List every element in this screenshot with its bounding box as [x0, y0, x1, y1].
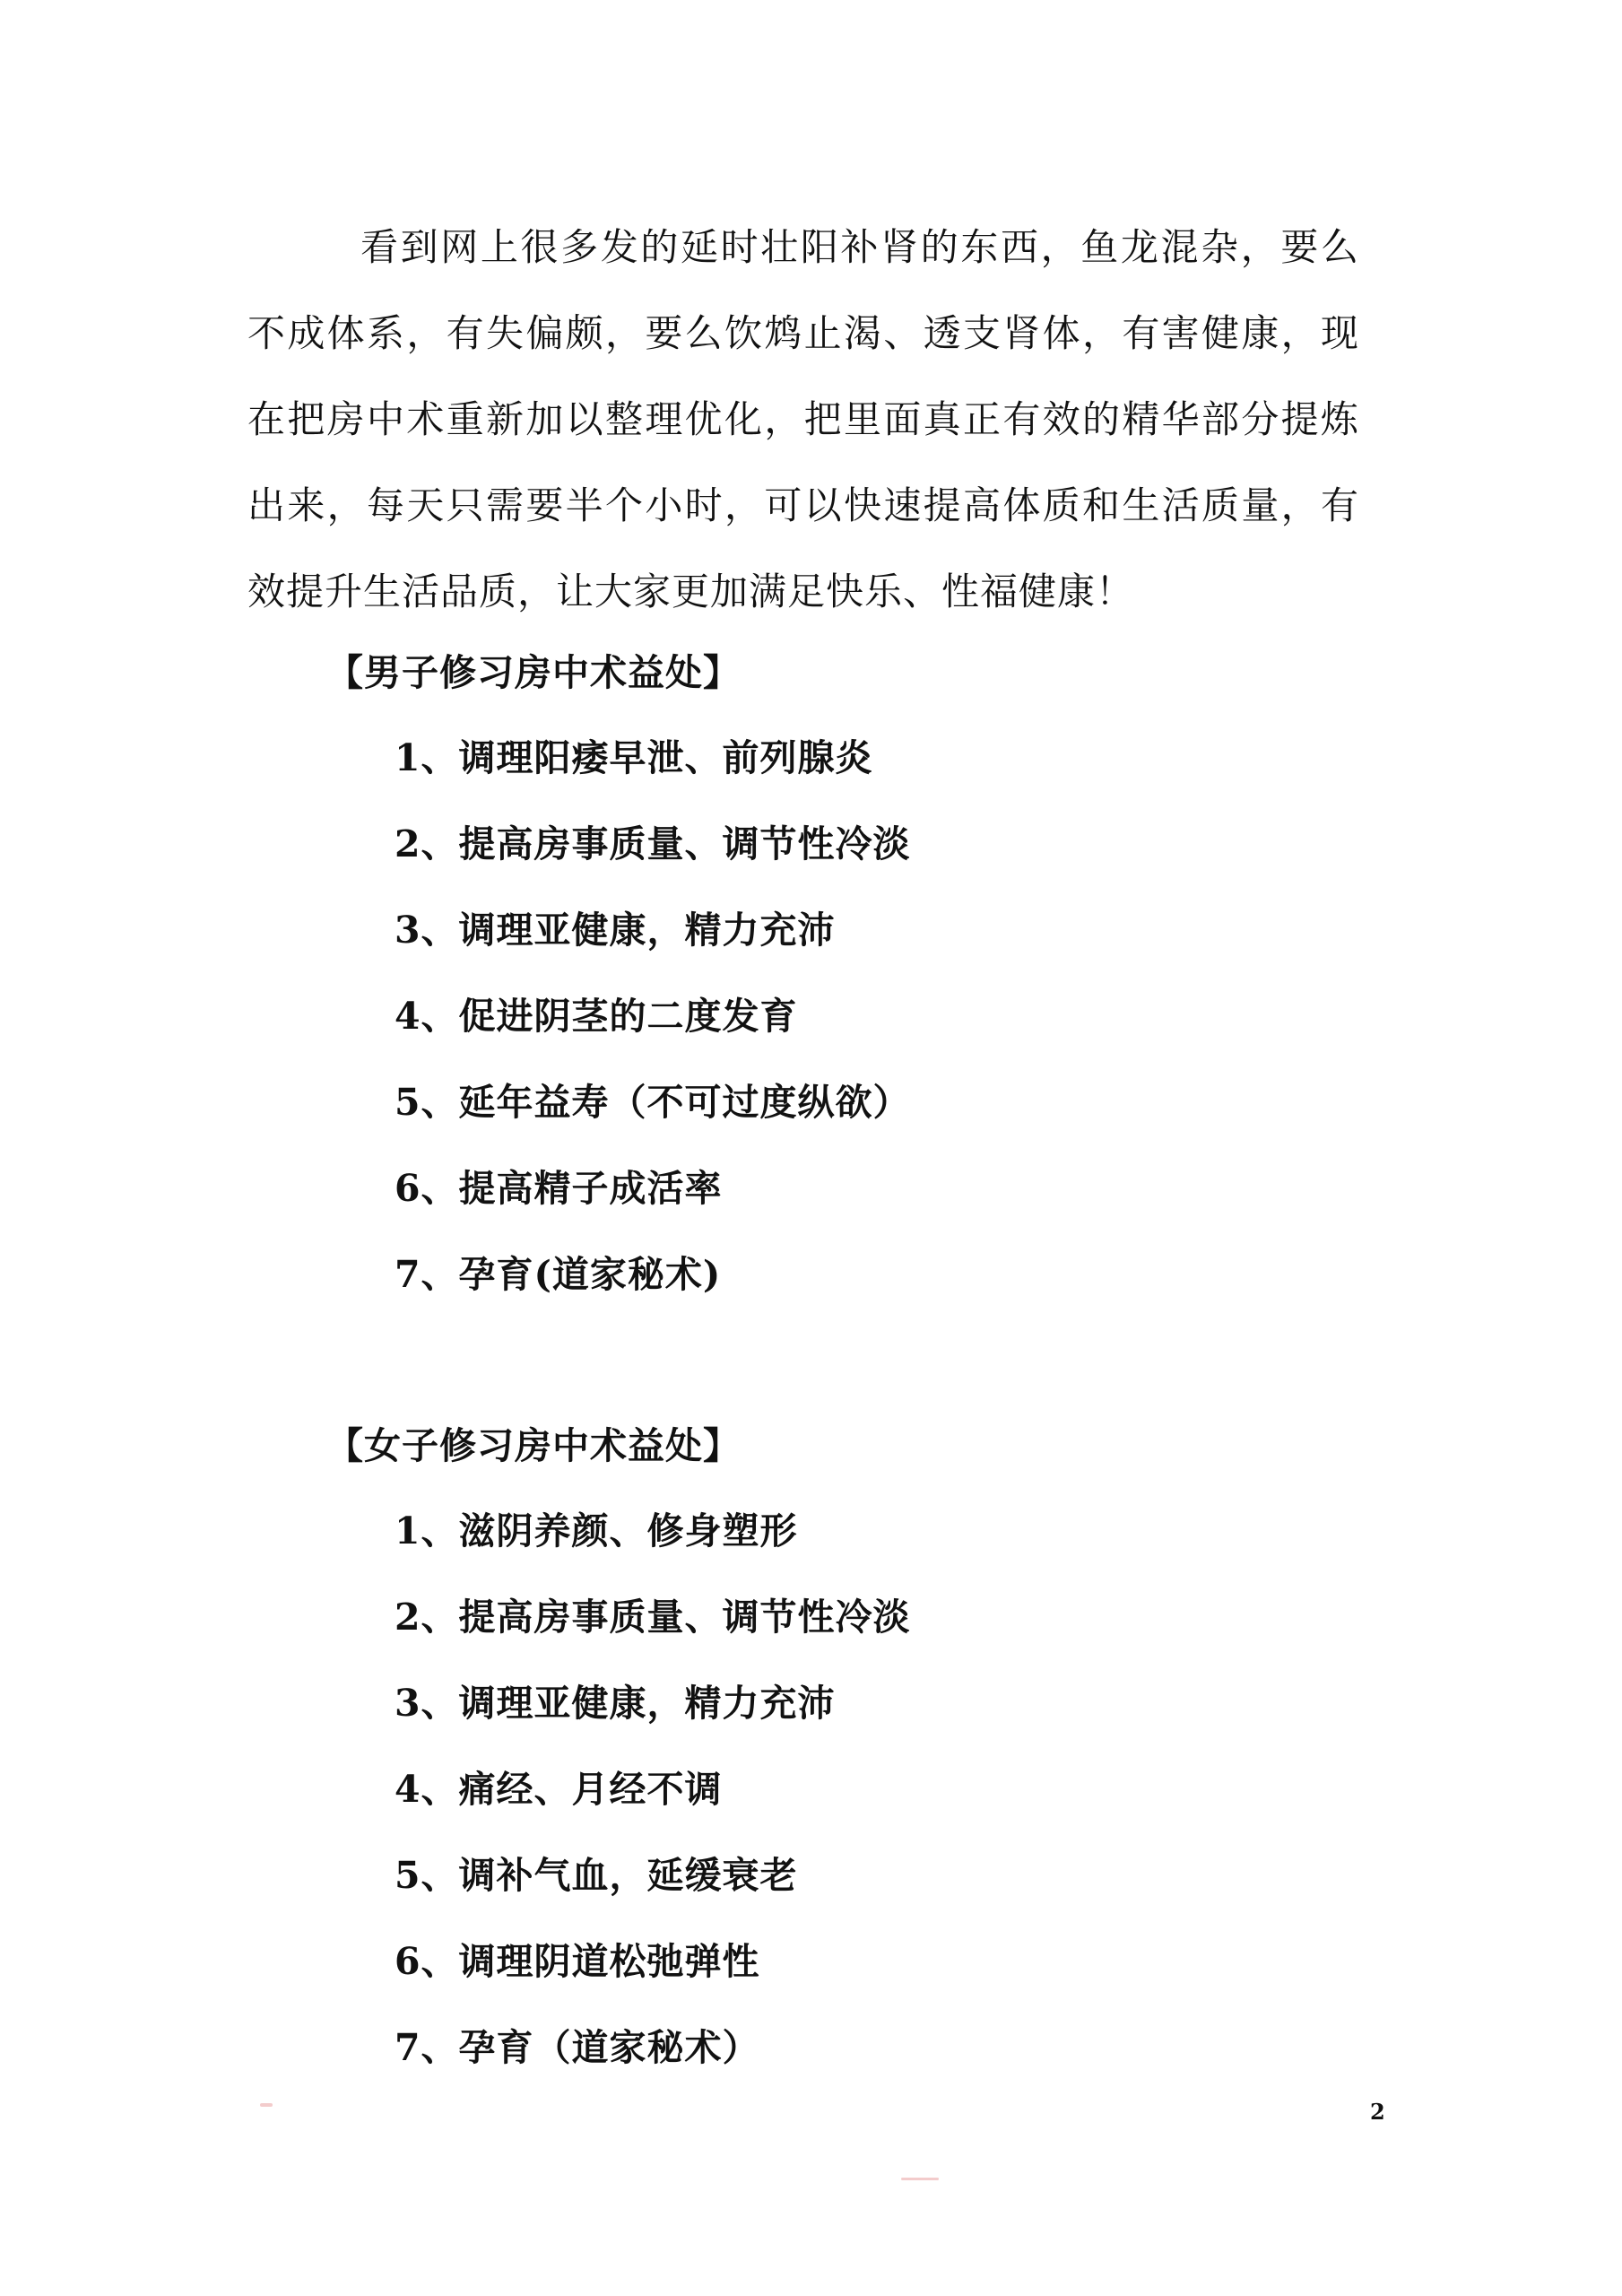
women-benefit-item: 4、痛经、月经不调: [395, 1768, 723, 1811]
men-benefit-item: 1、调理阳痿早泄、前列腺炎: [395, 736, 873, 779]
women-benefit-item: 3、调理亚健康，精力充沛: [395, 1682, 836, 1725]
scan-artifact-mark: [260, 2103, 273, 2107]
men-benefit-item: 6、提高精子成活率: [395, 1167, 723, 1210]
women-benefit-item: 7、孕育（道家秘术）: [395, 2026, 760, 2069]
men-benefit-item: 2、提高房事质量、调节性冷淡: [395, 822, 911, 865]
men-benefits-heading: 【男子修习房中术益处】: [326, 651, 741, 694]
intro-paragraph: 看到网上很多发的延时壮阳补肾的东西，鱼龙混杂，要么不成体系，有失偏颇，要么饮鸩止渴、透支肾体，有害健康，现在把房中术重新加以整理优化，把里面真正有效的精华部分提炼出来，每天只需要半个小时，可以快速提高体质和生活质量，有效提升生活品质，让大家更加满足快乐、性福健康！: [247, 225, 1359, 613]
women-benefit-item: 2、提高房事质量、调节性冷淡: [395, 1596, 911, 1639]
women-benefit-item: 6、调理阴道松弛弹性: [395, 1940, 760, 1983]
men-benefit-item: 5、延年益寿（不可过度纵欲）: [395, 1081, 911, 1124]
men-benefits-list: [395, 715, 911, 1318]
women-benefits-heading: 【女子修习房中术益处】: [326, 1424, 741, 1467]
page-number: 2: [1370, 2099, 1385, 2125]
women-benefits-list: [395, 1488, 911, 2091]
women-benefit-item: 1、滋阴养颜、修身塑形: [395, 1509, 798, 1552]
men-benefit-item: 4、促进阴茎的二度发育: [395, 995, 798, 1038]
women-benefit-item: 5、调补气血，延缓衰老: [395, 1854, 798, 1897]
scan-artifact-mark: [901, 2178, 939, 2180]
men-benefit-item: 7、孕育(道家秘术): [395, 1253, 722, 1296]
men-benefit-item: 3、调理亚健康，精力充沛: [395, 909, 836, 952]
